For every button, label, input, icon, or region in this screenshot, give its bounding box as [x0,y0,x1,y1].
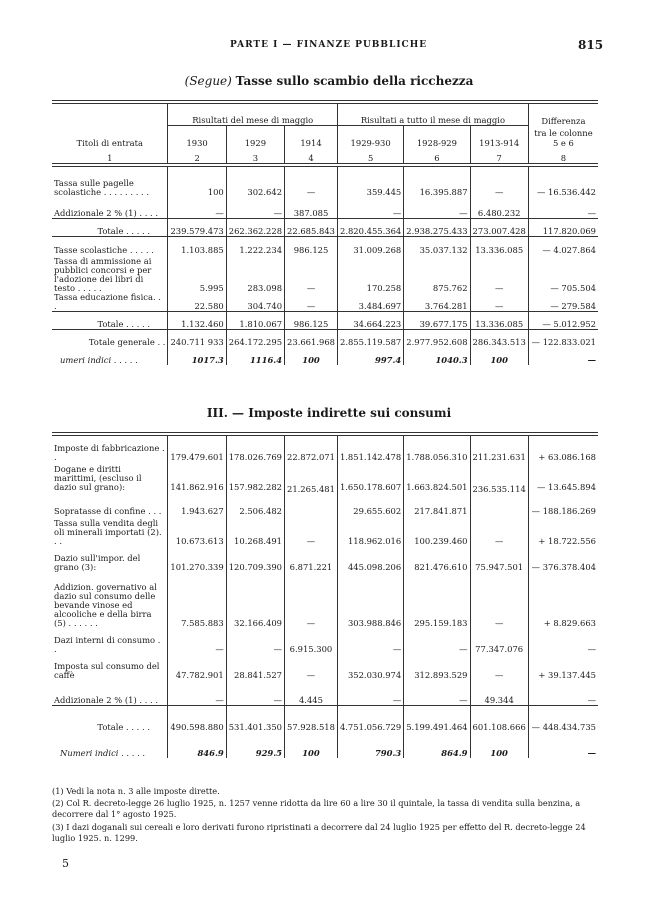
table-cell: 3.484.697 [337,293,403,312]
table-cell: + 63.086.168 [528,436,598,462]
table-cell: 997.4 [337,347,403,365]
table-cell: 10.268.491 [226,516,284,546]
colnum: 4 [285,148,338,164]
table-cell: — [528,628,598,654]
table-cell: 22.685.843 [285,219,338,237]
table-cell: 240.711 933 [168,329,226,347]
table-cell: — [284,572,337,628]
table-cell: 47.782.901 [168,654,226,680]
table-cell: 2.506.482 [226,492,284,516]
row-label: Totale . . . . . [52,311,168,329]
table-cell: 1.103.885 [168,237,226,255]
table-cell: 352.030.974 [337,654,403,680]
segue-label: (Segue) [184,74,232,88]
table-cell: 821.476.610 [404,546,470,572]
table-row [52,197,598,219]
table-cell: — [470,255,528,293]
table-cell: — 279.584 [528,293,598,312]
table-cell: 77.347.076 [470,628,528,654]
table-cell: — [285,293,338,312]
year-cell: 1928-929 [404,126,470,148]
table-cell: — 5.012.952 [528,311,598,329]
table-cell: 100 [168,167,226,197]
table-cell: — [337,197,403,219]
merged-cell: 21.265.481 [284,462,337,516]
section-title-tasse [0,74,658,88]
table-cell: — 16.536.442 [528,167,598,197]
table-cell: — [168,680,226,706]
table-cell: 986.125 [285,237,338,255]
merged-cell: 236.535.114 [470,462,528,516]
table-cell: — [226,680,284,706]
table-cell: 101.270.339 [168,546,226,572]
year-cell: 1929-930 [337,126,403,148]
table-cell: 2.977.952.608 [404,329,470,347]
table-cell: 13.336.085 [470,237,528,255]
table-cell: 4.751.056.729 [337,706,403,732]
table-cell: 283.098 [226,255,284,293]
table-cell: 387.085 [285,197,338,219]
table-cell: 1.650.178.607 [337,462,403,492]
table-cell: 1.132.460 [168,311,226,329]
row-label: Tassa sulle pagelle scolastiche . . . . . . . . . [54,177,150,197]
colnum: 7 [470,148,528,164]
table-cell: 295.159.183 [404,572,470,628]
signature-mark: 5 [62,857,69,870]
table-row [52,462,598,492]
table-cell: 13.336.085 [470,311,528,329]
table-cell: 217.841.871 [404,492,470,516]
table-cell: — 13.645.894 [528,462,598,492]
table-imposte [52,432,598,758]
colnum: 8 [528,148,598,164]
table-cell: — 188.186.269 [528,492,598,516]
colnum-row [52,148,598,164]
table-cell: — [470,167,528,197]
table-cell: 6.915.300 [284,628,337,654]
table-cell: — [470,572,528,628]
table-cell: — [226,628,284,654]
row-label: Numeri indici . . . . . [60,747,146,758]
row-label: Dazi interni di consumo . . [54,634,161,654]
table-cell: — 122.833.021 [528,329,598,347]
table-cell: 601.108.666 [470,706,528,732]
year-cell: 1913-914 [470,126,528,148]
table-cell: 178.026.769 [226,436,284,462]
col-header-titoli: Titoli di entrata [76,137,143,148]
row-label: Addizionale 2 % (1) . . . . [54,208,159,218]
table-cell: 1.222.234 [226,237,284,255]
table-row [52,706,598,732]
table-cell: — [528,197,598,219]
table-cell: 864.9 [404,732,470,758]
table-cell: 929.5 [226,732,284,758]
table-row [52,628,598,654]
table-cell: 273.007.428 [470,219,528,237]
table-cell: 875.762 [404,255,470,293]
table-cell: 2.820.455.364 [337,219,403,237]
row-label: Tassa educazione fisica. . . [54,291,161,311]
table-cell: 31.009.268 [337,237,403,255]
table-cell: 1.788.056.310 [404,436,470,462]
table-cell: 986.125 [285,311,338,329]
colnum: 1 [107,153,113,163]
row-label: Addizionale 2 % (1) . . . . [54,695,159,705]
table-cell: 179.479.601 [168,436,226,462]
colnum: 2 [168,148,226,164]
row-label: Totale generale . . [52,329,168,347]
table-cell: + 39.137.445 [528,654,598,680]
table-cell: 531.401.350 [226,706,284,732]
row-label: Dogane e diritti marittimi, (escluso il dazio sul grano): [54,463,142,492]
table-cell: 490.598.880 [168,706,226,732]
col-header-diff-3: 5 e 6 [552,137,574,148]
table-cell: 23.661.968 [285,329,338,347]
table-row [52,732,598,758]
table-cell: — [337,628,403,654]
col-header-diff: Differenza [528,104,598,126]
table-cell: 10.673.613 [168,516,226,546]
section-heading: Tasse sullo scambio della ricchezza [235,74,474,88]
table-cell: 1.810.067 [226,311,284,329]
table-cell: — [284,516,337,546]
year-cell: 1914 [285,126,338,148]
table-cell: 303.988.846 [337,572,403,628]
table-cell: + 8.829.663 [528,572,598,628]
row-label: Addizion. governativo al dazio sul consumo delle bevande vinose ed alcooliche e della birra (5) . . . . . . [54,581,157,628]
table-cell: — 4.027.864 [528,237,598,255]
table-cell: 5.199.491.464 [404,706,470,732]
row-label: Imposte di fabbricazione . . [54,442,165,462]
table-cell: — [528,732,598,758]
row-label: Tassa di ammissione ai pubblici concorsi e per l'adozione dei libri di testo . . . . . [54,255,152,293]
table-cell: 75.947.501 [470,546,528,572]
table-cell: 1.943.627 [168,492,226,516]
table-cell: 790.3 [337,732,403,758]
table-cell: 5.995 [168,255,226,293]
table-cell: 22.580 [168,293,226,312]
table-cell: — [226,197,284,219]
row-label: Totale . . . . . [52,219,168,237]
table-cell: 2.855.119.587 [337,329,403,347]
table-tasse [52,100,598,365]
table-cell: 2.938.275.433 [404,219,470,237]
table-row [52,237,598,255]
row-label: Sopratasse di confine . . . [54,505,162,516]
row-label: Dazio sull'impor. del grano (3): [54,552,141,572]
footnote-1: (1) Vedi la nota n. 3 alle imposte dirette. [52,786,220,796]
table-cell: 1017.3 [168,347,226,365]
footnote-2: (2) Col R. decreto-legge 26 luglio 1925, n. 1257 venne ridotta da lire 60 a lire 30 il quintale, la tassa di vendita sulla benzina, a decorrere dal 1° agosto 1925. [52,798,581,819]
table-cell: 100.239.460 [404,516,470,546]
col-header-diff-2: tra le colonne [534,127,593,138]
table-cell: 118.962.016 [337,516,403,546]
table-row [52,572,598,628]
table-cell: 286.343.513 [470,329,528,347]
table-cell: — [470,516,528,546]
table-cell: 170.258 [337,255,403,293]
table-cell: 100 [470,347,528,365]
table-cell: 100 [470,732,528,758]
table-cell: — [528,680,598,706]
table-cell: 846.9 [168,732,226,758]
table-cell: 39.677.175 [404,311,470,329]
table-cell: — [404,197,470,219]
table-cell: 100 [285,347,338,365]
row-label: Tassa sulla vendita degli oli minerali importati (2). . . [54,517,162,546]
table-cell: 28.841.527 [226,654,284,680]
table-row [52,167,598,197]
table-cell: — [285,255,338,293]
table-cell: 157.982.282 [226,462,284,492]
table-cell: 302.642 [226,167,284,197]
table-cell: 35.037.132 [404,237,470,255]
colnum: 5 [337,148,403,164]
table-cell: 100 [284,732,337,758]
footnote-3: (3) I dazi doganali sui cereali e loro derivati furono ripristinati a decorrere dal 24 luglio 1925 per effetto del R. decreto-legge 24 luglio 1925. n. 1299. [52,822,586,843]
table-cell: 29.655.602 [337,492,403,516]
table-cell: 16.395.887 [404,167,470,197]
table-cell: — 705.504 [528,255,598,293]
colnum: 6 [404,148,470,164]
row-label: umeri indici . . . . . [60,355,138,365]
table-cell: — [168,197,226,219]
table-cell: 49.344 [470,680,528,706]
table-cell: 117.820.069 [528,219,598,237]
table-cell: 6.871.221 [284,546,337,572]
table-row [52,680,598,706]
table-cell: 120.709.390 [226,546,284,572]
colnum: 3 [226,148,284,164]
table-cell: 57.928.518 [284,706,337,732]
table-row [52,654,598,680]
table-cell: — [404,628,470,654]
table-cell: 141.862.916 [168,462,226,492]
section-title-imposte: III. — Imposte indirette sui consumi [206,406,452,420]
table-row [52,546,598,572]
table-cell: 4.445 [284,680,337,706]
table-cell: 262.362.228 [226,219,284,237]
table-row [52,329,598,347]
col-header-maggio: Risultati del mese di maggio [168,104,338,126]
year-cell: 1929 [226,126,284,148]
table-cell: 32.166.409 [226,572,284,628]
table-cell: 264.172.295 [226,329,284,347]
page-number: 815 [578,38,604,52]
year-cell: 1930 [168,126,226,148]
table-cell: 1.663.824.501 [404,462,470,492]
table-cell: — [337,680,403,706]
row-label: Imposta sul consumo del caffè [54,660,160,680]
table-cell: 211.231.631 [470,436,528,462]
table-cell: — 376.378.404 [528,546,598,572]
table-cell: 1.851.142.478 [337,436,403,462]
table-cell: 304.740 [226,293,284,312]
table-cell: + 18.722.556 [528,516,598,546]
row-label: Totale . . . . . [52,706,168,732]
table-row [52,347,598,365]
table-row [52,311,598,329]
table-cell: 22.872.071 [284,436,337,462]
table-cell: 1040.3 [404,347,470,365]
table-cell: — [285,167,338,197]
table-cell: — [168,628,226,654]
table-cell: 3.764.281 [404,293,470,312]
running-title: PARTE I — FINANZE PUBBLICHE [230,40,428,50]
table-cell: 312.893.529 [404,654,470,680]
row-label: Tasse scolastiche . . . . . [52,237,168,255]
table-cell: — [284,654,337,680]
table-cell: 359.445 [337,167,403,197]
table-cell: 7.585.883 [168,572,226,628]
table-cell: — 448.434.735 [528,706,598,732]
col-header-tutto: Risultati a tutto il mese di maggio [337,104,528,126]
table-row [52,293,598,312]
table-cell: 239.579.473 [168,219,226,237]
table-cell: — [470,293,528,312]
table-cell: 445.098.206 [337,546,403,572]
table-row [52,516,598,546]
table-cell: 6.480.232 [470,197,528,219]
table-cell: — [404,680,470,706]
table-cell: 1116.4 [226,347,284,365]
table-row [52,436,598,462]
table-cell: — [470,654,528,680]
table-row [52,255,598,293]
table-row [52,219,598,237]
table-cell: 34.664.223 [337,311,403,329]
table-cell: — [528,347,598,365]
